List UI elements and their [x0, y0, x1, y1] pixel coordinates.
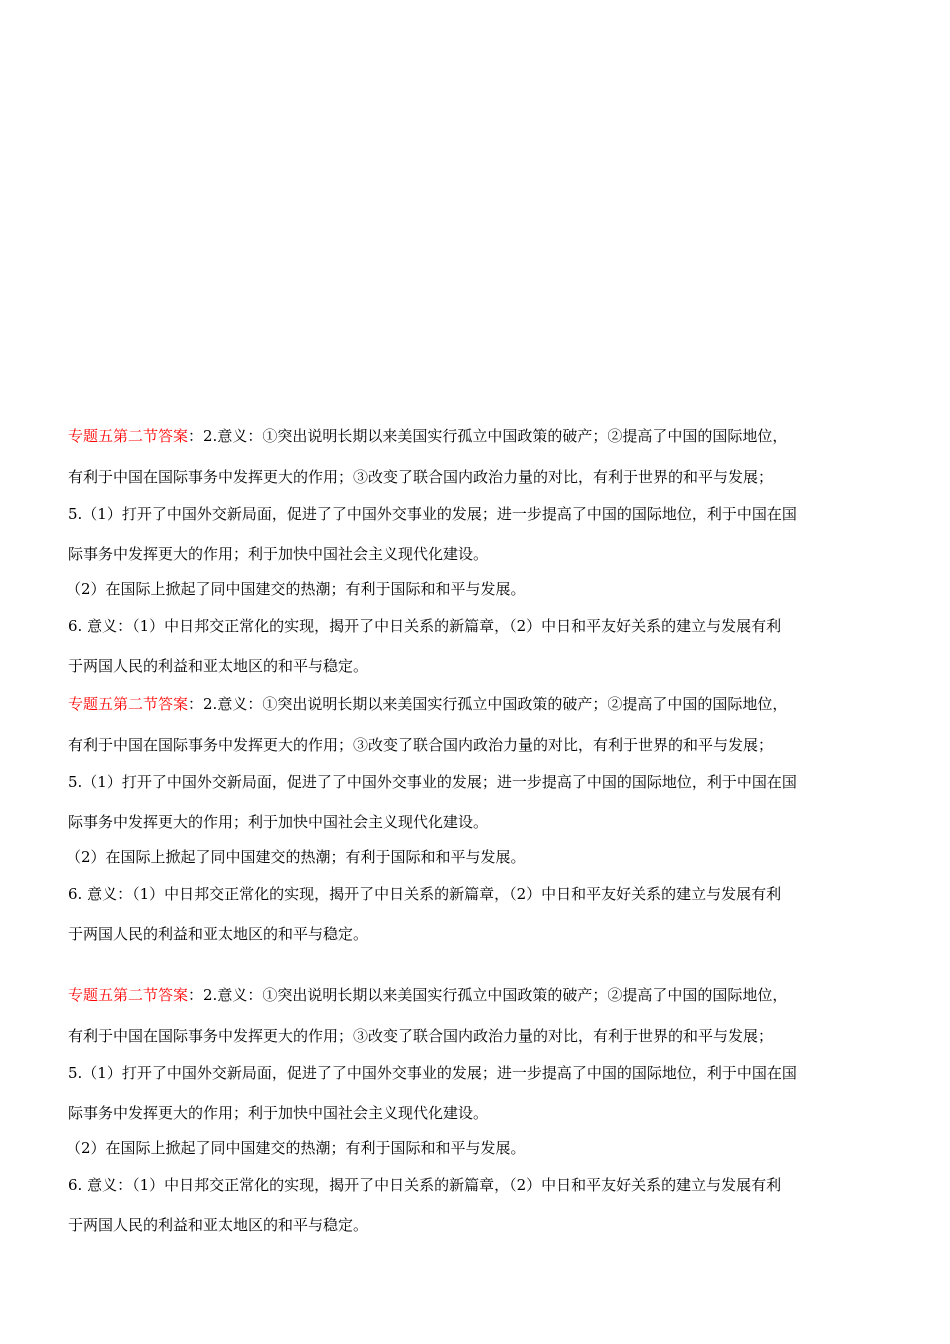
answer-line-4: 际事务中发挥更大的作用；利于加快中国社会主义现代化建设。 [68, 545, 489, 563]
answer-line-4: 际事务中发挥更大的作用；利于加快中国社会主义现代化建设。 [68, 1104, 489, 1122]
answer-line-1 [68, 694, 787, 714]
answer-line-6: 6. 意义：（1）中日邦交正常化的实现，揭开了中日关系的新篇章，（2）中日和平友好关系的建立与发展有利 [68, 1176, 782, 1194]
answer-line-5: （2）在国际上掀起了同中国建交的热潮；有利于国际和和平与发展。 [66, 848, 526, 866]
answer-line-2: 有利于中国在国际事务中发挥更大的作用；③改变了联合国内政治力量的对比，有利于世界的和平与发展； [68, 468, 774, 486]
answer-line-7: 于两国人民的利益和亚太地区的和平与稳定。 [68, 1216, 369, 1234]
answer-line-7: 于两国人民的利益和亚太地区的和平与稳定。 [68, 925, 369, 943]
answer-heading: 专题五第二节答案 [68, 986, 189, 1004]
answer-line-1 [68, 985, 787, 1005]
answer-heading: 专题五第二节答案 [68, 695, 189, 713]
answer-heading: 专题五第二节答案 [68, 427, 189, 445]
answer-line-3: 5.（1）打开了中国外交新局面，促进了了中国外交事业的发展；进一步提高了中国的国际地位，利于中国在国 [68, 505, 797, 523]
answer-text: ：2.意义：①突出说明长期以来美国实行孤立中国政策的破产；②提高了中国的国际地位， [188, 695, 788, 713]
answer-line-2: 有利于中国在国际事务中发挥更大的作用；③改变了联合国内政治力量的对比，有利于世界的和平与发展； [68, 736, 774, 754]
answer-line-3: 5.（1）打开了中国外交新局面，促进了了中国外交事业的发展；进一步提高了中国的国际地位，利于中国在国 [68, 773, 797, 791]
answer-text: ：2.意义：①突出说明长期以来美国实行孤立中国政策的破产；②提高了中国的国际地位， [188, 427, 788, 445]
answer-text: ：2.意义：①突出说明长期以来美国实行孤立中国政策的破产；②提高了中国的国际地位， [188, 986, 788, 1004]
answer-line-2: 有利于中国在国际事务中发挥更大的作用；③改变了联合国内政治力量的对比，有利于世界的和平与发展； [68, 1027, 774, 1045]
answer-line-1 [68, 426, 787, 446]
answer-line-6: 6. 意义：（1）中日邦交正常化的实现，揭开了中日关系的新篇章，（2）中日和平友好关系的建立与发展有利 [68, 617, 782, 635]
answer-line-4: 际事务中发挥更大的作用；利于加快中国社会主义现代化建设。 [68, 813, 489, 831]
answer-line-5: （2）在国际上掀起了同中国建交的热潮；有利于国际和和平与发展。 [66, 1139, 526, 1157]
answer-line-3: 5.（1）打开了中国外交新局面，促进了了中国外交事业的发展；进一步提高了中国的国际地位，利于中国在国 [68, 1064, 797, 1082]
answer-line-6: 6. 意义：（1）中日邦交正常化的实现，揭开了中日关系的新篇章，（2）中日和平友好关系的建立与发展有利 [68, 885, 782, 903]
answer-line-5: （2）在国际上掀起了同中国建交的热潮；有利于国际和和平与发展。 [66, 580, 526, 598]
answer-line-7: 于两国人民的利益和亚太地区的和平与稳定。 [68, 657, 369, 675]
